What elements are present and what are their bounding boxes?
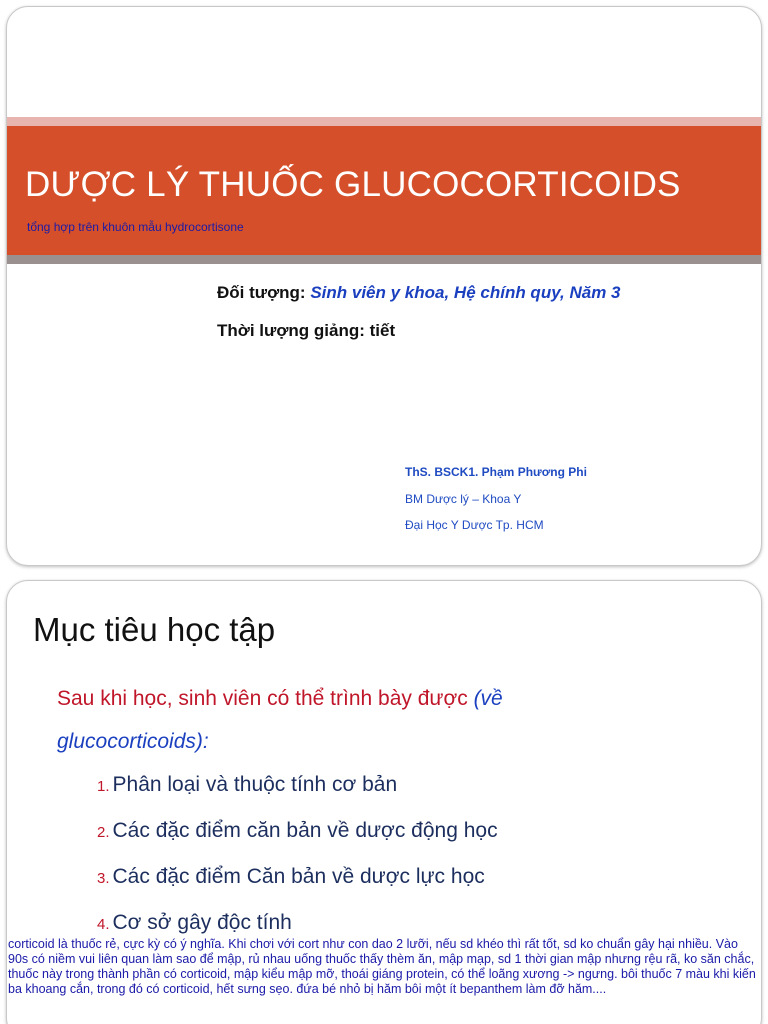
slide-title: DƯỢC LÝ THUỐC GLUCOCORTICOIDS (25, 165, 681, 204)
speaker-notes: corticoid là thuốc rẻ, cực kỳ có ý nghĩa. Khi chơi với cort như con dao 2 lưỡi, nếu sd khéo thì rất tốt, sd ko chuẩn gây hại nhiều. Vào 90s có niềm vui liên quan làm sao để mập, rủ nhau uống thuốc thấy thèm ăn, mập mạp, sd 1 thời gian mập nhưng rệu rã, ko săn chắc, thuốc này trong thành phần có corticoid, mập kiểu mập mỡ, thoái giáng protein, có thể loãng xương -> ngưng. bôi thuốc 7 màu khi kiến ba khoang cắn, trong đó có corticoid, hết sưng sẹo. đứa bé nhỏ bị hăm bôi một ít bepanthem làm đỡ hăm.... (8, 937, 760, 1024)
objective-number: 3. (97, 870, 110, 887)
title-slide (6, 6, 762, 566)
objectives-intro-text: Sau khi học, sinh viên có thể trình bày được (57, 687, 474, 710)
target-audience-label: Đối tượng: (217, 283, 311, 302)
objective-item (97, 773, 498, 819)
objective-text: Phân loại và thuộc tính cơ bản (112, 773, 398, 796)
author-department: BM Dược lý – Khoa Y (405, 492, 522, 506)
slide-subtitle: tổng hợp trên khuôn mẫu hydrocortisone (27, 220, 244, 234)
author-university: Đại Học Y Dược Tp. HCM (405, 518, 544, 532)
objectives-list (97, 773, 498, 957)
objective-text: Các đặc điểm Căn bản về dược lực học (112, 865, 485, 888)
title-band-top-stripe (7, 117, 761, 126)
objective-text: Các đặc điểm căn bản về dược động học (112, 819, 498, 842)
objective-text: Cơ sở gây độc tính (112, 911, 292, 934)
objectives-intro-topic: (về glucocorticoids): (57, 687, 503, 753)
objective-number: 4. (97, 916, 110, 933)
objective-item (97, 865, 498, 911)
lecture-duration: Thời lượng giảng: tiết (217, 321, 396, 340)
author-name: ThS. BSCK1. Phạm Phương Phi (405, 465, 587, 479)
objective-item (97, 819, 498, 865)
target-audience-line (217, 283, 621, 303)
title-band-bottom-stripe (7, 255, 761, 264)
objective-number: 2. (97, 824, 110, 841)
target-audience-value: Sinh viên y khoa, Hệ chính quy, Năm 3 (310, 283, 621, 302)
objectives-title: Mục tiêu học tập (33, 611, 276, 648)
objective-number: 1. (97, 778, 110, 795)
objectives-intro (57, 677, 657, 763)
